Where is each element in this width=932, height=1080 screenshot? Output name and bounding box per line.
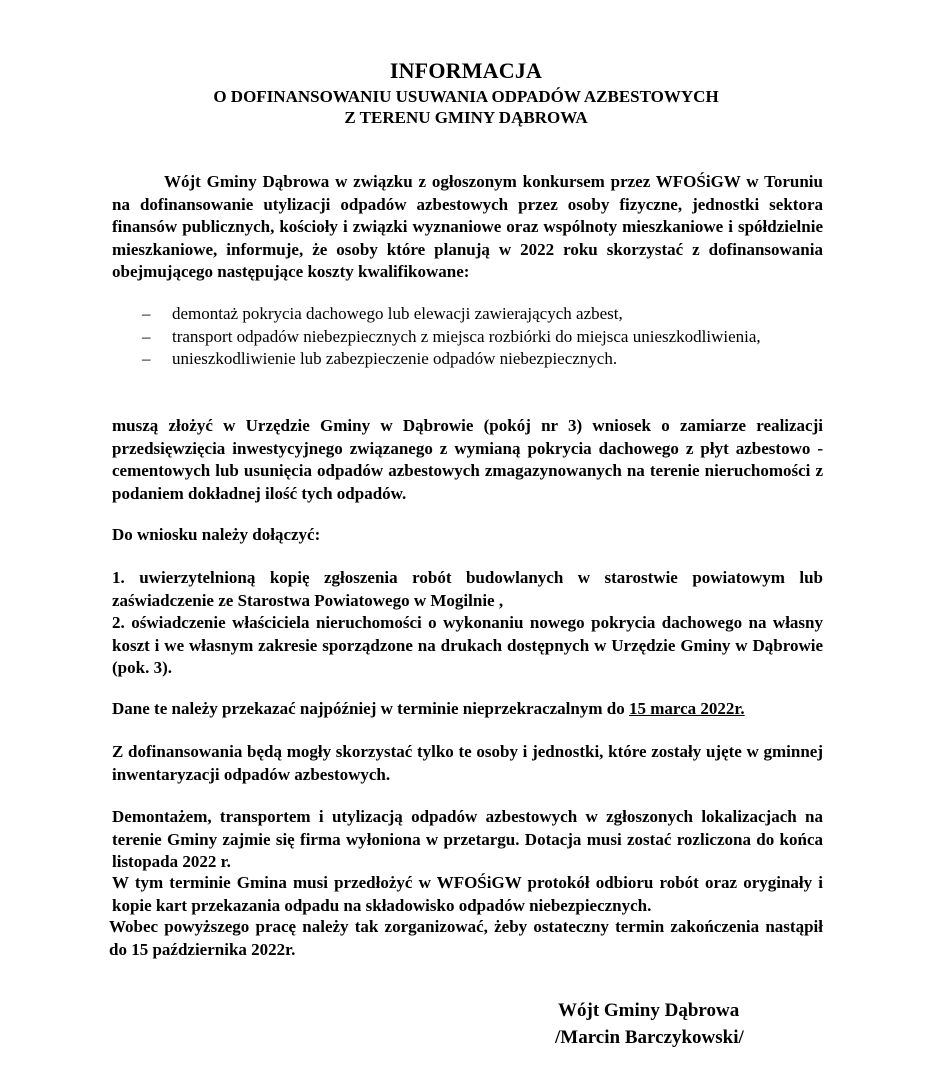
list-item-text: transport odpadów niebezpiecznych z miejsca rozbiórki do miejsca unieszkodliwienia, [172,326,761,346]
list-item [112,303,823,326]
contractor-paragraph: Demontażem, transportem i utylizacją odpadów azbestowych w zgłoszonych lokalizacjach na terenie Gminy zajmie się firma wyłoniona w przetargu. Dotacja musi zostać rozliczona do końca listopada 2022 r. [112,807,823,871]
list-item-text: demontaż pokrycia dachowego lub elewacji zawierających azbest, [172,304,623,323]
document-subtitle-line-1: O DOFINANSOWANIU USUWANIA ODPADÓW AZBESTOWYCH [213,87,719,106]
attachments-heading: Do wniosku należy dołączyć: [112,525,321,544]
protocol-paragraph: W tym terminie Gmina musi przedłożyć w WFOŚiGW protokół odbioru robót oraz oryginały i kopie kart przekazania odpadu na składowisko odpadów niebezpiecznych. [112,873,823,915]
attachment-item-2: 2. oświadczenie właściciela nieruchomości o wykonaniu nowego pokrycia dachowego na własny koszt i we własnym zakresie sporządzone na drukach dostępnych w Urzędzie Gminy w Dąbrowie (pok. 3). [112,613,823,677]
dash-bullet: – [142,304,151,323]
attachments-list [112,567,823,680]
signature-block [555,997,744,1051]
signature-office: Wójt Gminy Dąbrowa [558,1000,740,1021]
organize-paragraph: Wobec powyższego pracę należy tak zorganizować, żeby ostateczny termin zakończenia nastąpił do 15 października 2022r. [109,917,823,959]
list-item [112,326,823,349]
deadline-date: 15 marca 2022r. [628,699,745,718]
eligibility-paragraph: Z dofinansowania będą mogły skorzystać tylko te osoby i jednostki, które zostały ujęte w gminnej inwentaryzacji odpadów azbestowych. [112,742,823,784]
document-subtitle-line-2: Z TERENU GMINY DĄBROWA [344,108,588,127]
dash-bullet: – [142,326,151,346]
list-item-text: unieszkodliwienie lub zabezpieczenie odpadów niebezpiecznych. [172,349,618,368]
list-item [112,348,823,371]
signature-person: /Marcin Barczykowski/ [555,1027,744,1048]
cost-items-list [112,303,823,371]
dash-bullet: – [142,349,151,368]
deadline-paragraph [112,698,823,721]
intro-paragraph: Wójt Gminy Dąbrowa w związku z ogłoszonym konkursem przez WFOŚiGW w Toruniu na dofinansowanie utylizacji odpadów azbestowych przez osoby fizyczne, jednostki sektora finansów publicznych, kościoły i związki wyznaniowe oraz wspólnoty mieszkaniowe i spółdzielnie mieszkaniowe, informuje, że osoby które planują w 2022 roku skorzystać z dofinansowania obejmującego następujące koszty kwalifikowane: [112,172,823,281]
attachment-item-1: 1. uwierzytelnioną kopię zgłoszenia robót budowlanych w starostwie powiatowym lub zaświadczenie ze Starostwa Powiatowego w Mogilnie , [112,568,823,610]
deadline-text: Dane te należy przekazać najpóźniej w terminie nieprzekraczalnym do [112,699,629,718]
submission-paragraph: muszą złożyć w Urzędzie Gminy w Dąbrowie (pokój nr 3) wniosek o zamiarze realizacji przedsięwzięcia inwestycyjnego związanego z wymianą pokrycia dachowego z płyt azbestowo - cementowych lub usunięcia odpadów azbestowych zmagazynowanych na terenie nieruchomości z podaniem dokładnej ilość tych odpadów. [112,416,823,503]
document-title: INFORMACJA [389,58,543,83]
